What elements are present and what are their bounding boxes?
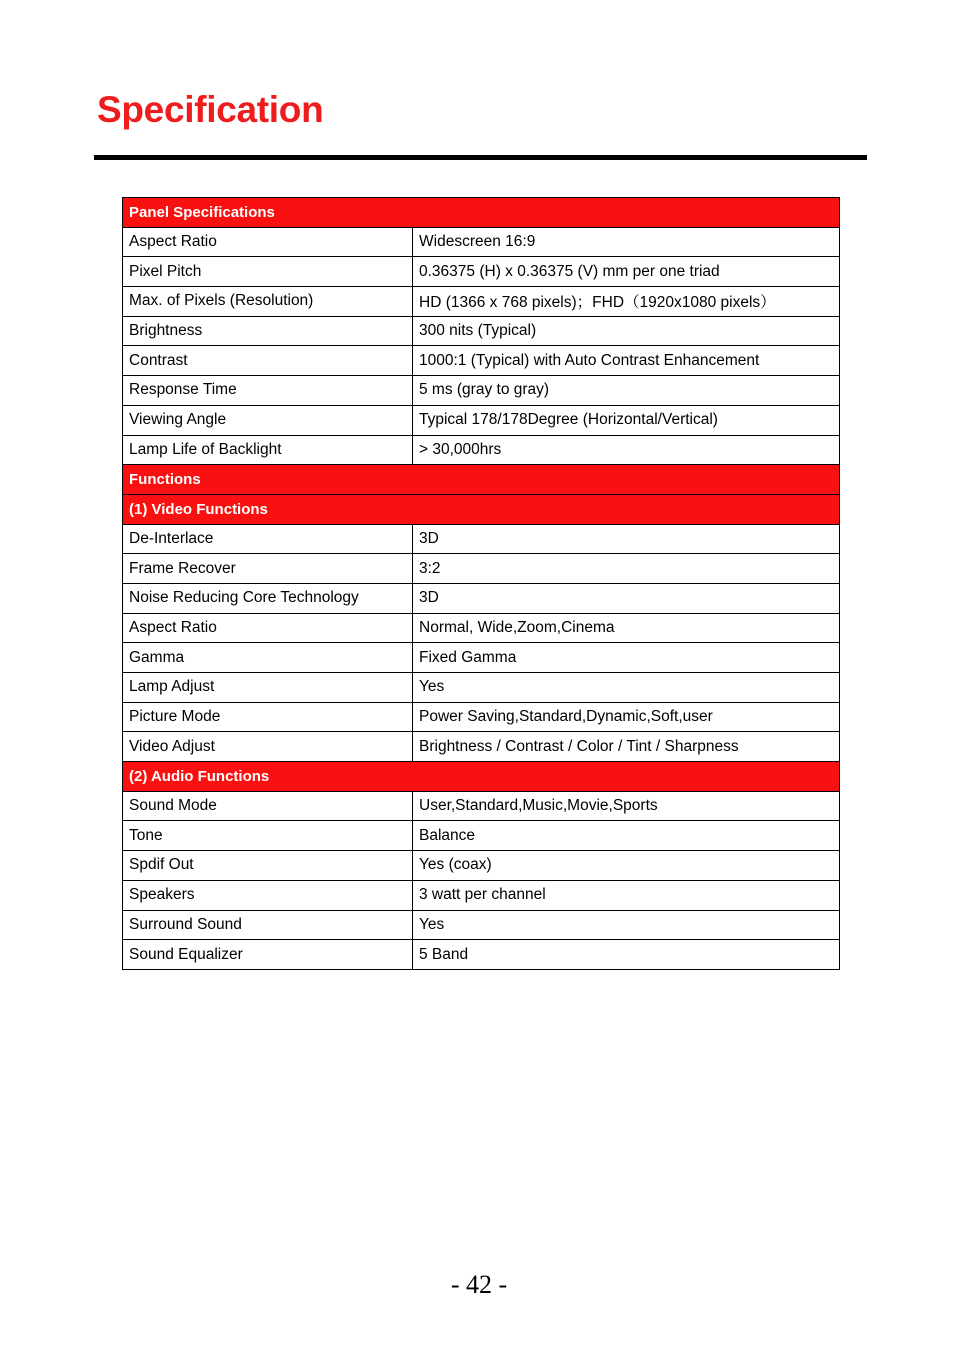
page-title: Specification xyxy=(97,89,324,130)
spec-table-body xyxy=(123,198,840,970)
spec-value: Power Saving,Standard,Dynamic,Soft,user xyxy=(413,702,840,732)
table-row xyxy=(123,257,840,287)
table-row xyxy=(123,732,840,762)
section-header-label: Panel Specifications xyxy=(123,198,840,228)
table-row xyxy=(123,583,840,613)
table-row xyxy=(123,287,840,317)
spec-label: Gamma xyxy=(123,643,413,673)
spec-label: Spdif Out xyxy=(123,851,413,881)
spec-label: Pixel Pitch xyxy=(123,257,413,287)
spec-label: Noise Reducing Core Technology xyxy=(123,583,413,613)
table-row xyxy=(123,940,840,970)
spec-label: Sound Mode xyxy=(123,791,413,821)
spec-value: Balance xyxy=(413,821,840,851)
spec-value: 300 nits (Typical) xyxy=(413,316,840,346)
spec-value: 5 ms (gray to gray) xyxy=(413,376,840,406)
table-row xyxy=(123,524,840,554)
spec-label: Lamp Adjust xyxy=(123,673,413,703)
spec-label: Brightness xyxy=(123,316,413,346)
page-number: - 42 - xyxy=(450,1270,508,1299)
spec-label: Viewing Angle xyxy=(123,405,413,435)
section-header-label: (1) Video Functions xyxy=(123,494,840,524)
spec-value: Normal, Wide,Zoom,Cinema xyxy=(413,613,840,643)
section-header-functions xyxy=(123,465,840,495)
spec-label: Response Time xyxy=(123,376,413,406)
table-row xyxy=(123,554,840,584)
spec-label: De-Interlace xyxy=(123,524,413,554)
table-row xyxy=(123,702,840,732)
spec-value: User,Standard,Music,Movie,Sports xyxy=(413,791,840,821)
section-header-label: Functions xyxy=(123,465,840,495)
table-row xyxy=(123,227,840,257)
table-row xyxy=(123,346,840,376)
spec-label: Picture Mode xyxy=(123,702,413,732)
spec-value: Yes xyxy=(413,910,840,940)
spec-value: Fixed Gamma xyxy=(413,643,840,673)
table-row xyxy=(123,791,840,821)
spec-value: Typical 178/178Degree (Horizontal/Vertical) xyxy=(413,405,840,435)
spec-label: Tone xyxy=(123,821,413,851)
spec-value: 3 watt per channel xyxy=(413,880,840,910)
spec-value: 3D xyxy=(413,583,840,613)
section-header-label: (2) Audio Functions xyxy=(123,762,840,792)
table-row xyxy=(123,851,840,881)
spec-value: Widescreen 16:9 xyxy=(413,227,840,257)
spec-label: Contrast xyxy=(123,346,413,376)
spec-label: Sound Equalizer xyxy=(123,940,413,970)
table-row xyxy=(123,643,840,673)
section-header-video-functions xyxy=(123,494,840,524)
spec-value: HD (1366 x 768 pixels)；FHD（1920x1080 pixels） xyxy=(413,287,840,317)
section-header-audio-functions xyxy=(123,762,840,792)
spec-value: Yes (coax) xyxy=(413,851,840,881)
table-row xyxy=(123,910,840,940)
table-row xyxy=(123,673,840,703)
spec-label: Surround Sound xyxy=(123,910,413,940)
table-row xyxy=(123,613,840,643)
spec-value: 1000:1 (Typical) with Auto Contrast Enhancement xyxy=(413,346,840,376)
spec-label: Video Adjust xyxy=(123,732,413,762)
spec-value: 0.36375 (H) x 0.36375 (V) mm per one triad xyxy=(413,257,840,287)
table-row xyxy=(123,435,840,465)
spec-value: 5 Band xyxy=(413,940,840,970)
table-row xyxy=(123,880,840,910)
spec-value: 3:2 xyxy=(413,554,840,584)
table-row xyxy=(123,376,840,406)
spec-value: Yes xyxy=(413,673,840,703)
spec-value: 3D xyxy=(413,524,840,554)
table-row xyxy=(123,821,840,851)
spec-label: Frame Recover xyxy=(123,554,413,584)
spec-table xyxy=(122,197,840,970)
table-row xyxy=(123,405,840,435)
table-row xyxy=(123,316,840,346)
spec-label: Speakers xyxy=(123,880,413,910)
spec-value: > 30,000hrs xyxy=(413,435,840,465)
spec-value: Brightness / Contrast / Color / Tint / Sharpness xyxy=(413,732,840,762)
spec-label: Max. of Pixels (Resolution) xyxy=(123,287,413,317)
spec-label: Aspect Ratio xyxy=(123,227,413,257)
spec-label: Lamp Life of Backlight xyxy=(123,435,413,465)
spec-label: Aspect Ratio xyxy=(123,613,413,643)
title-divider xyxy=(94,155,867,160)
section-header-panel xyxy=(123,198,840,228)
